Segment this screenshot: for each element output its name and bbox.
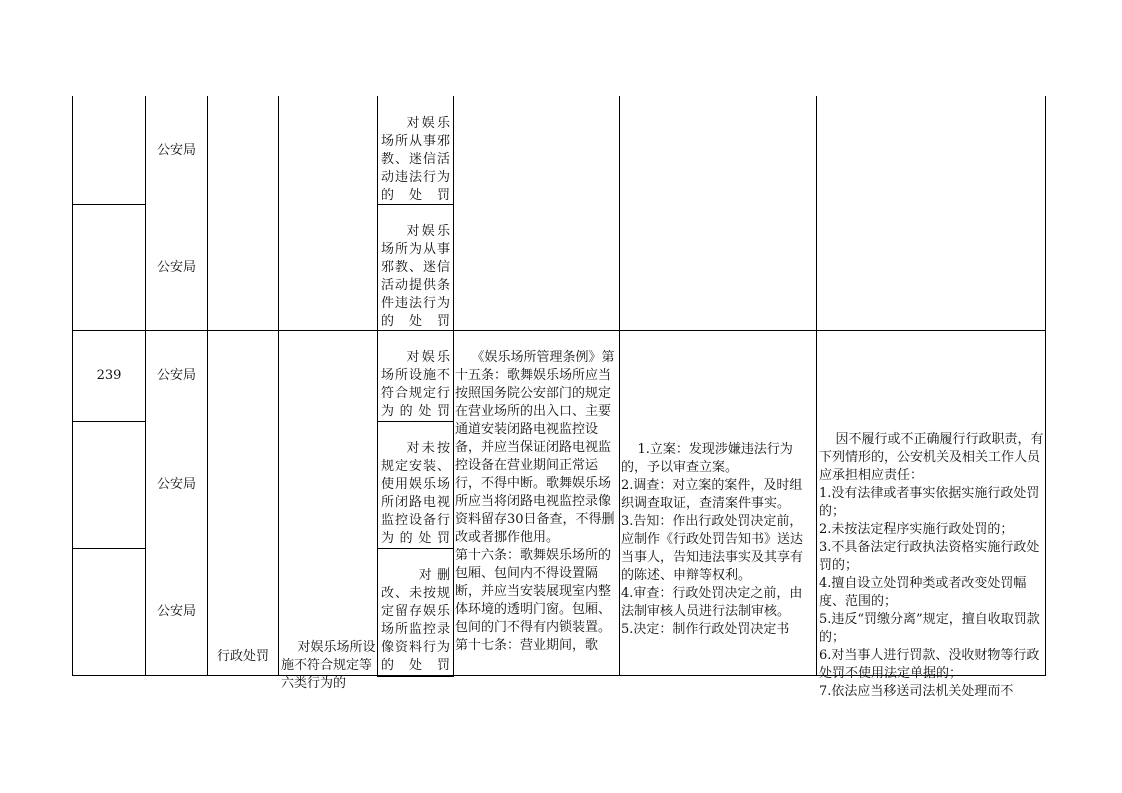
basis-cell — [455, 331, 618, 675]
basis-text: 《娱乐场所管理条例》第十五条：歌舞娱乐场所应当按照国务院公安部门的规定在营业场所的出入口、主要通道安装闭路电视监控设备，并应当保证闭路电视监控设备在营业期间正常运行，不得中断。歌舞娱乐场所应当将闭路电视监控录像资料留存30日备查，不得删改或者挪作他用。 第十六条：歌舞娱乐场所的包厢、包间内不得设置隔断，并应当安装展现室内整体环境的透明门窗。包厢、包间的门不得有内锁装置。 第十七条：营业期间，歌 — [455, 350, 615, 653]
grid-line — [453, 96, 454, 676]
dept-text: 公安局 — [156, 142, 196, 158]
grid-line — [1045, 96, 1046, 676]
dept-text: 公安局 — [156, 477, 196, 492]
row-item-cell — [381, 97, 451, 204]
item-text: 对删改、未按规定留存娱乐场所监控录像资料行为的处罚 — [381, 568, 452, 673]
item-text: 对未按规定安装、使用娱乐场所闭路电视监控设备行为的处罚 — [381, 441, 452, 546]
seq-text: 239 — [96, 368, 122, 383]
grid-line — [816, 96, 817, 676]
liability-cell — [819, 413, 1044, 699]
row-dept-cell — [146, 97, 207, 204]
row-item-cell — [381, 549, 451, 675]
item-text: 对娱乐场所为从事邪教、迷信活动提供条件违法行为的处罚 — [381, 224, 452, 329]
category-cell — [208, 648, 278, 670]
row-dept-cell — [146, 422, 207, 548]
main-item-text: 对娱乐场所设施不符合规定等六类行为的 — [281, 640, 376, 691]
dept-text: 公安局 — [156, 259, 196, 275]
process-text: 1.立案：发现涉嫌违法行为的，予以审查立案。 2.调查：对立案的案件，及时组织调查取证，查清案件事实。 3.告知：作出行政处罚决定前，应制作《行政处罚告知书》送达当事人，告知违法事实及其享有的陈述、申辩等权利。 4.审查：行政处罚决定之前，由法制审核人员进行法制审核。 5.决定：制作行政处罚决定书 — [621, 442, 804, 637]
dept-text: 公安局 — [156, 368, 196, 383]
process-cell — [621, 423, 815, 675]
category-text: 行政处罚 — [216, 649, 269, 664]
grid-line — [619, 96, 620, 676]
row-item-cell — [381, 422, 451, 548]
grid-line — [377, 96, 378, 676]
row-item-cell — [381, 331, 451, 421]
grid-line — [72, 204, 146, 205]
item-text: 对娱乐场所从事邪教、迷信活动违法行为的处罚 — [381, 116, 452, 203]
row-dept-cell — [146, 549, 207, 675]
row-item-cell — [381, 205, 451, 330]
row-seq-cell — [73, 331, 145, 421]
row-dept-cell — [146, 205, 207, 330]
liability-text: 因不履行或不正确履行行政职责，有下列情形的，公安机关及相关工作人员应承担相应责任： 1.没有法律或者事实依据实施行政处罚的； 2.未按法定程序实施行政处罚的； 3.不具备法定行政执法资格实施行政处罚的； 4.擅自设立处罚种类或者改变处罚幅度、范围的； 5.违反“罚缴分离”规定，擅自收取罚款的； 6.对当事人进行罚款、没收财物等行政处罚不使用法定单据的； 7.依法应当移送司法机关处理而不 — [819, 432, 1044, 699]
grid-line — [207, 96, 208, 676]
item-text: 对娱乐场所设施不符合规定行为的处罚 — [381, 350, 452, 419]
main-item-cell — [281, 621, 376, 691]
dept-text: 公安局 — [156, 604, 196, 619]
row-dept-cell — [146, 331, 207, 421]
grid-line — [278, 96, 279, 676]
grid-line — [72, 421, 146, 422]
grid-line — [72, 548, 146, 549]
